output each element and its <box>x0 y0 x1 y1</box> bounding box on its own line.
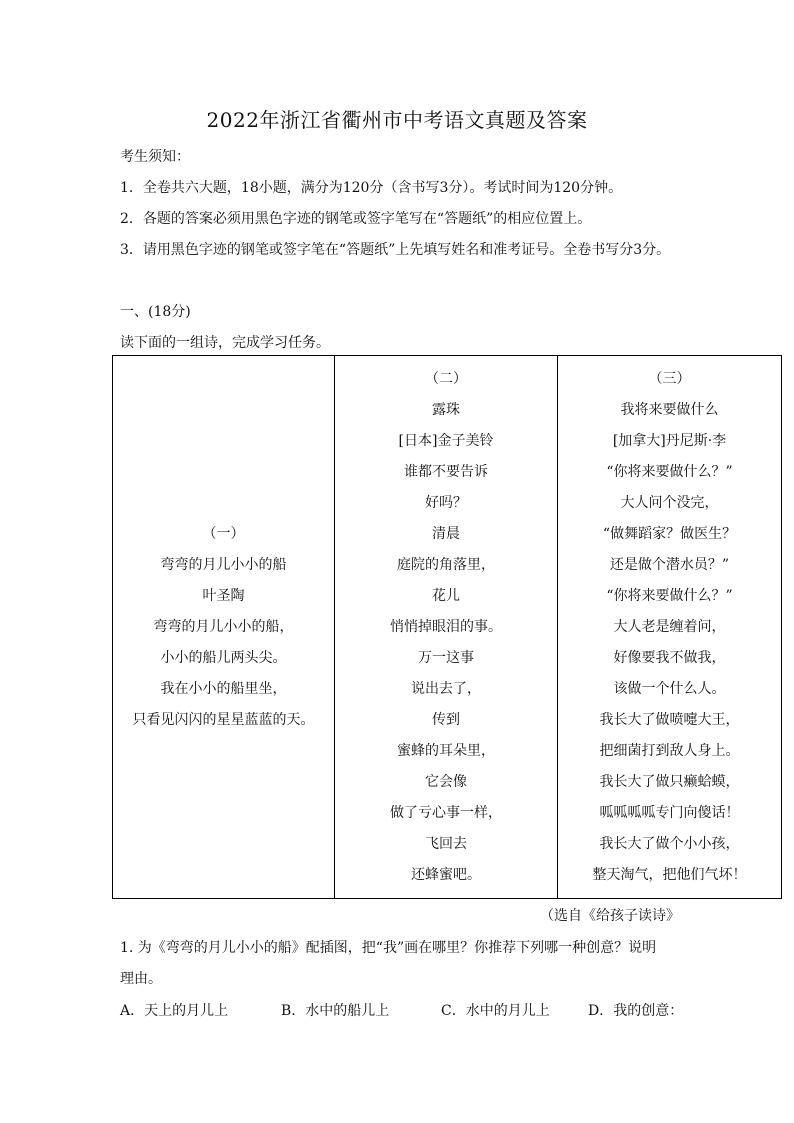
poem-3 <box>558 356 781 891</box>
poem-2-line: 谁都不要告诉 <box>404 464 488 480</box>
poem-1-line: 叶圣陶 <box>202 588 245 604</box>
poem-2-line: [日本]金子美铃 <box>398 433 494 449</box>
poem-3-line: “你将来要做什么？” <box>606 588 733 604</box>
poem-3-line: 我长大了做只癞蛤蟆， <box>599 774 740 790</box>
poem-3-line: “做舞蹈家？做医生？ <box>602 526 737 542</box>
poem-3-line: 大人问个没完， <box>620 495 719 511</box>
poem-1 <box>113 356 334 736</box>
poem-source: （选自《给孩子读诗》 <box>540 908 680 924</box>
poem-2-line: 蜜蜂的耳朵里， <box>397 743 495 759</box>
poem-3-line: 把细菌打到敌人身上。 <box>599 743 740 759</box>
poem-1-line: （一） <box>202 526 245 542</box>
poem-3-line: [加拿大]丹尼斯·李 <box>612 433 727 449</box>
poem-2-line: 清晨 <box>432 526 460 542</box>
question-1-text: 1. 为《弯弯的月儿小小的船》配插图，把“我”画在哪里？你推荐下列哪一种创意？说明 <box>120 940 657 956</box>
poem-2-line: 飞回去 <box>425 836 467 852</box>
notice-item-2: 2．各题的答案必须用黑色字迹的钢笔或签字笔写在“答题纸”的相应位置上。 <box>120 211 592 227</box>
section-intro: 读下面的一组诗，完成学习任务。 <box>120 335 330 351</box>
poem-2-line: 它会像 <box>425 774 467 790</box>
poem-2-line: （二） <box>425 371 467 387</box>
poem-1-line: 只看见闪闪的星星蓝蓝的天。 <box>132 712 315 728</box>
poem-cell-3 <box>558 356 782 899</box>
poem-1-line: 弯弯的月儿小小的船 <box>160 557 287 573</box>
poem-3-line: 好像要我不做我， <box>613 650 726 666</box>
poem-3-line: 还是做个潜水员？” <box>609 557 730 573</box>
poem-2-line: 万一这事 <box>418 650 474 666</box>
notice-heading: 考生须知： <box>120 149 190 165</box>
poem-1-line: 小小的船儿两头尖。 <box>160 650 287 666</box>
question-1-text-cont: 理由。 <box>120 971 162 987</box>
poem-3-line: 我长大了做喷嚏大王， <box>599 712 740 728</box>
poem-1-line: 我在小小的船里坐， <box>160 681 287 697</box>
poem-cell-2 <box>335 356 558 899</box>
poem-2-line: 露珠 <box>432 402 460 418</box>
poem-3-line: 该做一个什么人。 <box>613 681 726 697</box>
poem-2-line: 悄悄掉眼泪的事。 <box>390 619 502 635</box>
notice-item-1: 1．全卷共六大题，18小题，满分为120分（含书写3分）。考试时间为120分钟。 <box>120 180 623 196</box>
poem-3-line: 呱呱呱呱专门向傻话！ <box>599 805 740 821</box>
poem-2-line: 传到 <box>432 712 460 728</box>
poem-3-line: 我长大了做个小小孩， <box>599 836 740 852</box>
poem-2-line: 还蜂蜜吧。 <box>411 867 481 883</box>
notice-item-3: 3．请用黑色字迹的钢笔或签字笔在“答题纸”上先填写姓名和准考证号。全卷书写分3分。 <box>120 242 671 258</box>
poem-2 <box>335 356 557 891</box>
poem-2-line: 好吗？ <box>425 495 467 511</box>
option-c: C．水中的月儿上 <box>441 1003 550 1019</box>
poem-3-line: 我将来要做什么 <box>620 402 719 418</box>
poem-2-line: 庭院的角落里， <box>397 557 495 573</box>
option-a: A．天上的月儿上 <box>120 1003 229 1019</box>
page-title: 2022年浙江省衢州市中考语文真题及答案 <box>206 108 588 132</box>
option-b: B．水中的船儿上 <box>281 1003 390 1019</box>
poem-2-line: 说出去了， <box>411 681 481 697</box>
poem-table <box>112 355 782 899</box>
section-heading: 一、(18分) <box>120 304 191 320</box>
poem-2-line: 花儿 <box>432 588 460 604</box>
poem-3-line: （三） <box>648 371 691 387</box>
poem-3-line: 整天淘气，把他们气坏！ <box>592 867 747 883</box>
poem-3-line: 大人老是缠着问， <box>613 619 726 635</box>
poem-1-line: 弯弯的月儿小小的船， <box>153 619 294 635</box>
poem-cell-1 <box>113 356 335 899</box>
option-d: D．我的创意： <box>588 1003 684 1019</box>
poem-3-line: “你将来要做什么？” <box>606 464 733 480</box>
poem-2-line: 做了亏心事一样， <box>390 805 502 821</box>
